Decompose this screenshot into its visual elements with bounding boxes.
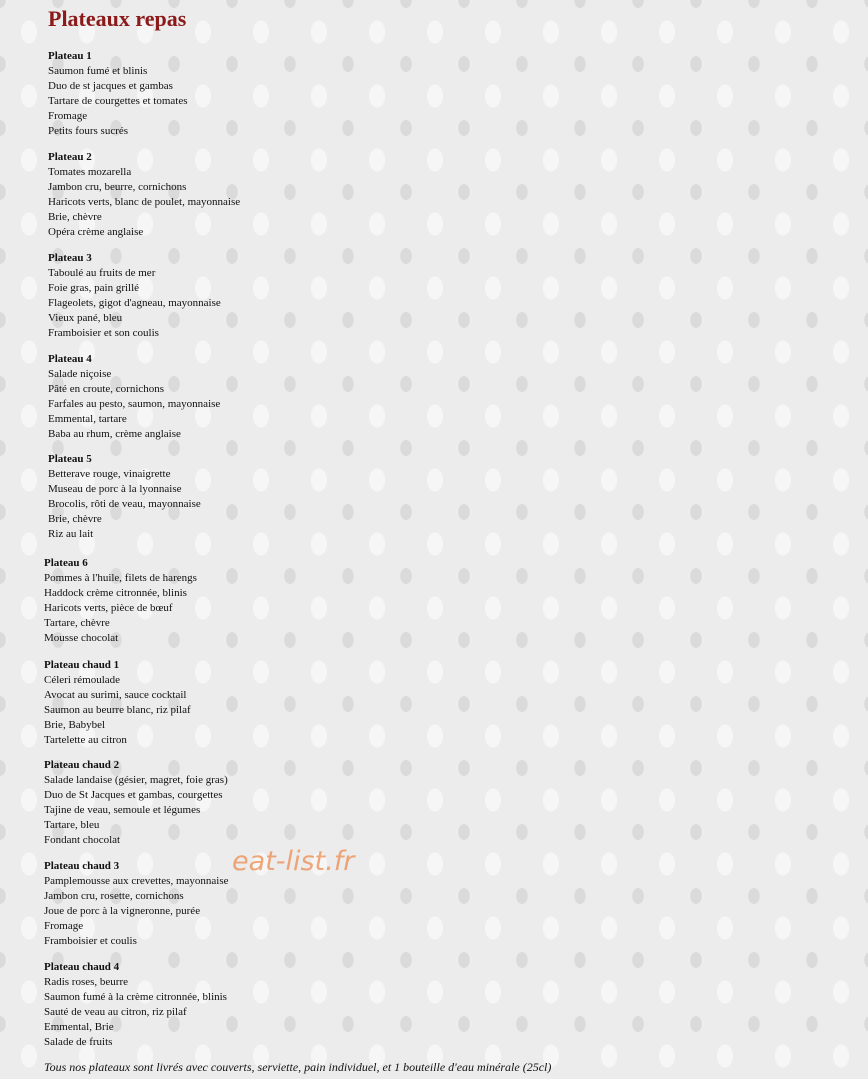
- menu-item: Framboisier et coulis: [44, 934, 137, 947]
- section-heading: Plateau 6: [44, 557, 88, 569]
- menu-item: Mousse chocolat: [44, 631, 119, 644]
- menu-item: Vieux pané, bleu: [48, 311, 123, 324]
- section-heading: Plateau 2: [48, 151, 92, 163]
- menu-section: [48, 352, 220, 441]
- menu-item: Salade landaise (gésier, magret, foie gras): [44, 773, 228, 786]
- menu-item: Emmental, tartare: [48, 412, 127, 425]
- section-heading: Plateau 1: [48, 50, 92, 62]
- menu-item: Haricots verts, blanc de poulet, mayonnaise: [48, 195, 241, 208]
- menu-item: Museau de porc à la lyonnaise: [48, 482, 182, 495]
- menu-item: Fromage: [48, 109, 88, 122]
- menu-item: Opéra crème anglaise: [48, 225, 144, 238]
- menu-item: Sauté de veau au citron, riz pilaf: [44, 1005, 187, 1018]
- menu-item: Salade niçoise: [48, 367, 112, 380]
- menu-item: Pâté en croute, cornichons: [48, 382, 165, 395]
- menu-section: [48, 251, 221, 340]
- menu-item: Tajine de veau, semoule et légumes: [44, 803, 201, 816]
- menu-item: Pommes à l'huile, filets de harengs: [44, 571, 197, 584]
- menu-item: Duo de St Jacques et gambas, courgettes: [44, 788, 223, 801]
- menu-item: Avocat au surimi, sauce cocktail: [44, 688, 187, 701]
- menu-item: Saumon fumé à la crème citronnée, blinis: [44, 990, 227, 1003]
- menu-item: Baba au rhum, crème anglaise: [48, 427, 181, 440]
- menu-item: Pamplemousse aux crevettes, mayonnaise: [44, 874, 229, 887]
- watermark: eat-list.fr: [232, 846, 355, 877]
- menu-item: Saumon fumé et blinis: [48, 64, 148, 77]
- menu-item: Brie, chèvre: [48, 210, 102, 223]
- menu-section: [44, 859, 229, 948]
- menu-item: Jambon cru, rosette, cornichons: [44, 889, 184, 902]
- menu-item: Radis roses, beurre: [44, 975, 129, 988]
- menu-item: Brie, chèvre: [48, 512, 102, 525]
- section-heading: Plateau chaud 2: [44, 759, 120, 771]
- section-heading: Plateau 5: [48, 453, 92, 465]
- menu-item: Joue de porc à la vigneronne, purée: [44, 904, 201, 917]
- menu-section: [44, 758, 228, 847]
- menu-item: Salade de fruits: [44, 1035, 113, 1048]
- menu-section: [48, 49, 188, 138]
- menu-item: Emmental, Brie: [44, 1020, 114, 1033]
- menu-item: Fondant chocolat: [44, 833, 121, 846]
- footer-note: Tous nos plateaux sont livrés avec couverts, serviette, pain individuel, et 1 bouteille d'eau minérale (25cl): [44, 1060, 552, 1074]
- menu-item: Saumon au beurre blanc, riz pilaf: [44, 703, 191, 716]
- section-heading: Plateau chaud 3: [44, 860, 120, 872]
- menu-item: Tartelette au citron: [44, 733, 127, 746]
- menu-item: Duo de st jacques et gambas: [48, 79, 173, 92]
- menu-section: [44, 556, 197, 645]
- section-heading: Plateau chaud 1: [44, 659, 120, 671]
- menu-item: Céleri rémoulade: [44, 673, 121, 686]
- menu-item: Betterave rouge, vinaigrette: [48, 467, 171, 480]
- menu-item: Tartare, chèvre: [44, 616, 110, 629]
- menu-item: Fromage: [44, 919, 84, 932]
- menu-section: [48, 150, 240, 239]
- menu-item: Jambon cru, beurre, cornichons: [48, 180, 187, 193]
- menu-section: [44, 960, 227, 1049]
- menu-item: Foie gras, pain grillé: [48, 281, 140, 294]
- menu-item: Farfales au pesto, saumon, mayonnaise: [48, 397, 221, 410]
- menu-item: Flageolets, gigot d'agneau, mayonnaise: [48, 296, 221, 309]
- menu-item: Haricots verts, pièce de bœuf: [44, 601, 173, 614]
- menu-item: Petits fours sucrés: [48, 124, 129, 137]
- menu-item: Framboisier et son coulis: [48, 326, 159, 339]
- menu-item: Brocolis, rôti de veau, mayonnaise: [48, 497, 201, 510]
- menu-item: Taboulé au fruits de mer: [48, 266, 156, 279]
- menu-item: Tomates mozarella: [48, 165, 132, 178]
- menu-section: [44, 658, 191, 747]
- menu-section: [48, 452, 201, 541]
- section-heading: Plateau 3: [48, 252, 92, 264]
- menu-item: Tartare, bleu: [44, 818, 100, 831]
- menu-item: Brie, Babybel: [44, 718, 106, 731]
- page-title: Plateaux repas: [48, 6, 187, 31]
- section-heading: Plateau chaud 4: [44, 961, 120, 973]
- section-heading: Plateau 4: [48, 353, 92, 365]
- menu-item: Tartare de courgettes et tomates: [48, 94, 188, 107]
- menu-item: Haddock crème citronnée, blinis: [44, 586, 187, 599]
- menu-item: Riz au lait: [48, 527, 94, 540]
